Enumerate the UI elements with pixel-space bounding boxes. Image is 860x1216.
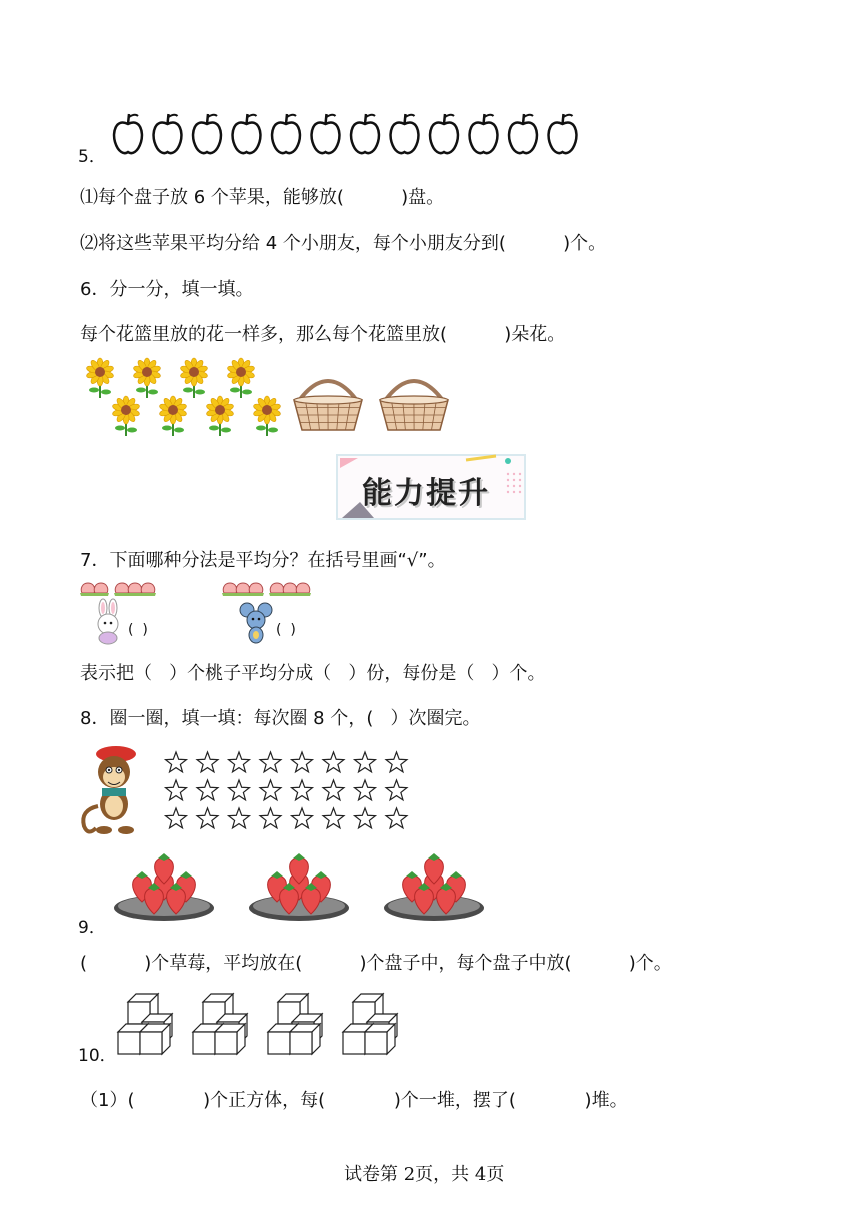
q5-number: 5． [78, 147, 106, 167]
strawberry-plate [114, 853, 214, 921]
cube-group [193, 994, 247, 1054]
q7-bracket-a: ( ) [128, 622, 148, 638]
strawberry-plates [112, 852, 502, 924]
star-grid [162, 750, 422, 834]
q6-question: 每个花篮里放的花一样多，那么每个花篮里放( )朵花。 [80, 324, 566, 345]
flower-icon [112, 396, 140, 436]
star-icon [386, 808, 407, 828]
q7-question: 表示把（ ）个桃子平均分成（ ）份，每份是（ ）个。 [80, 663, 546, 684]
star-icon [229, 780, 250, 800]
apple-row [110, 112, 590, 158]
mouse-icon [238, 600, 274, 644]
peach-icon [248, 583, 264, 596]
star-icon [197, 808, 218, 828]
q9-number: 9． [78, 918, 106, 938]
basket-icon [294, 381, 362, 430]
q10-part1: （1）( )个正方体，每( )个一堆，摆了( )堆。 [80, 1090, 628, 1111]
q5-part2: ⑵将这些苹果平均分给 4 个小朋友，每个小朋友分到( )个。 [80, 233, 607, 254]
flower-icon [180, 358, 208, 398]
star-icon [229, 808, 250, 828]
flower-group [82, 352, 292, 438]
cube-group [343, 994, 397, 1054]
star-icon [260, 752, 281, 772]
flower-icon [206, 396, 234, 436]
peach-group-a [78, 577, 208, 597]
apple-icon [312, 114, 340, 153]
star-icon [323, 780, 344, 800]
q9-question: ( )个草莓，平均放在( )个盘子中，每个盘子中放( )个。 [80, 953, 672, 974]
q10-number: 10． [78, 1046, 117, 1066]
peach-icon [140, 583, 156, 596]
star-icon [229, 752, 250, 772]
star-icon [292, 780, 313, 800]
page-footer: 试卷第 2页，共 4页 [344, 1164, 505, 1185]
apple-icon [233, 114, 261, 153]
peach-icon [93, 583, 109, 596]
apple-icon [351, 114, 379, 153]
flower-icon [253, 396, 281, 436]
strawberry-plate [249, 853, 349, 921]
star-icon [323, 808, 344, 828]
star-icon [166, 752, 187, 772]
star-icon [292, 808, 313, 828]
q8-title: 8．圈一圈，填一填：每次圈 8 个，( ）次圈完。 [80, 708, 481, 729]
banner-title: 能力提升 [362, 476, 490, 511]
q6-title: 6．分一分，填一填。 [80, 279, 254, 300]
star-icon [166, 780, 187, 800]
apple-icon [430, 114, 458, 153]
strawberry-plate [384, 853, 484, 921]
basket-group [290, 368, 460, 438]
flower-icon [159, 396, 187, 436]
flower-icon [86, 358, 114, 398]
ability-banner [336, 454, 526, 520]
rabbit-icon [90, 600, 126, 644]
q7-title: 7．下面哪种分法是平均分？在括号里画“√”。 [80, 550, 446, 571]
apple-icon [470, 114, 498, 153]
apple-icon [272, 114, 300, 153]
monkey-icon [76, 744, 142, 838]
q5-part1: ⑴每个盘子放 6 个苹果，能够放( )盘。 [80, 187, 445, 208]
peach-group-b [220, 577, 350, 597]
star-icon [386, 752, 407, 772]
flower-icon [133, 358, 161, 398]
cube-groups [116, 992, 416, 1060]
apple-icon [549, 114, 577, 153]
peach-icon [295, 583, 311, 596]
star-icon [166, 808, 187, 828]
basket-icon [380, 381, 448, 430]
cube-group [118, 994, 172, 1054]
flower-icon [227, 358, 255, 398]
star-icon [355, 780, 376, 800]
star-icon [260, 780, 281, 800]
star-icon [386, 780, 407, 800]
star-icon [323, 752, 344, 772]
apple-icon [193, 114, 221, 153]
apple-icon [391, 114, 419, 153]
star-icon [197, 752, 218, 772]
star-icon [292, 752, 313, 772]
star-icon [260, 808, 281, 828]
star-icon [355, 752, 376, 772]
star-icon [355, 808, 376, 828]
apple-icon [509, 114, 537, 153]
apple-icon [154, 114, 182, 153]
cube-group [268, 994, 322, 1054]
q7-bracket-b: ( ) [276, 622, 296, 638]
star-icon [197, 780, 218, 800]
apple-icon [114, 114, 142, 153]
